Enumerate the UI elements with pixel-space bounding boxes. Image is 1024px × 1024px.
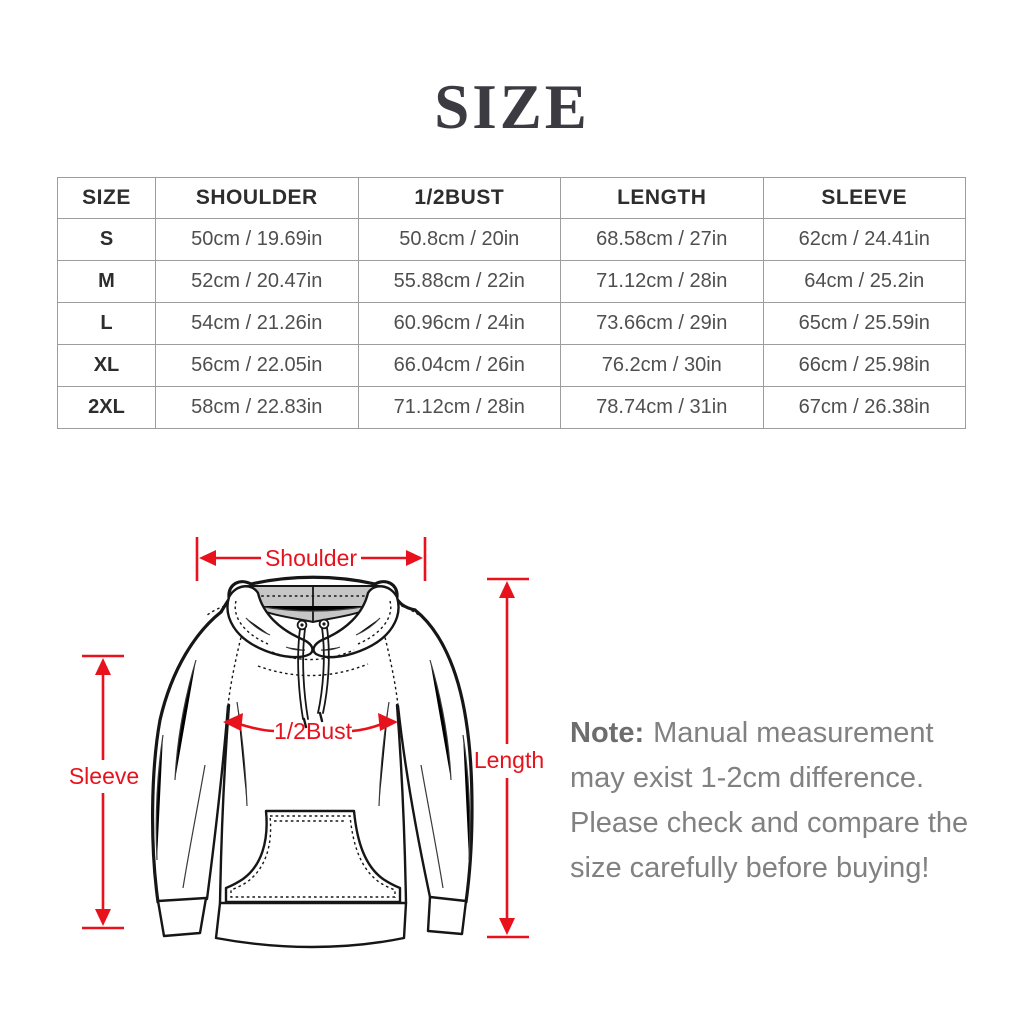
bust-label: 1/2Bust bbox=[274, 718, 352, 744]
header-bust: 1/2BUST bbox=[358, 178, 561, 219]
header-shoulder: SHOULDER bbox=[156, 178, 359, 219]
table-row bbox=[58, 345, 966, 387]
cell-length: 78.74cm / 31in bbox=[561, 387, 764, 429]
right-cuff bbox=[428, 897, 466, 934]
cell-bust: 60.96cm / 24in bbox=[358, 303, 561, 345]
bust-arrow bbox=[223, 713, 398, 744]
sleeve-label: Sleeve bbox=[68, 763, 140, 789]
cell-shoulder: 52cm / 20.47in bbox=[156, 261, 359, 303]
kangaroo-pocket bbox=[226, 811, 400, 902]
measurement-note bbox=[570, 711, 976, 891]
cell-size: M bbox=[58, 261, 156, 303]
hem-band bbox=[216, 903, 406, 947]
drawstrings bbox=[298, 628, 329, 727]
shoulder-label: Shoulder bbox=[264, 545, 358, 571]
hood bbox=[228, 577, 399, 675]
header-length: LENGTH bbox=[561, 178, 764, 219]
cell-sleeve: 66cm / 25.98in bbox=[763, 345, 966, 387]
table-row bbox=[58, 303, 966, 345]
size-table bbox=[57, 177, 966, 429]
cell-size: L bbox=[58, 303, 156, 345]
header-row bbox=[58, 178, 966, 219]
cell-sleeve: 62cm / 24.41in bbox=[763, 219, 966, 261]
sleeve-arrow bbox=[69, 656, 139, 928]
shoulder-arrow bbox=[197, 537, 425, 581]
cell-bust: 55.88cm / 22in bbox=[358, 261, 561, 303]
cell-size: 2XL bbox=[58, 387, 156, 429]
length-arrow bbox=[474, 579, 544, 937]
left-cuff bbox=[158, 898, 206, 936]
table-row bbox=[58, 219, 966, 261]
cell-sleeve: 67cm / 26.38in bbox=[763, 387, 966, 429]
cell-shoulder: 56cm / 22.05in bbox=[156, 345, 359, 387]
cell-shoulder: 58cm / 22.83in bbox=[156, 387, 359, 429]
cell-bust: 50.8cm / 20in bbox=[358, 219, 561, 261]
cell-size: S bbox=[58, 219, 156, 261]
cell-length: 76.2cm / 30in bbox=[561, 345, 764, 387]
hoodie-measurement-diagram bbox=[50, 522, 570, 962]
note-text: Manual measurement may exist 1-2cm difference. Please check and compare the size carefully before buying! bbox=[570, 717, 969, 884]
table-row bbox=[58, 261, 966, 303]
cell-shoulder: 50cm / 19.69in bbox=[156, 219, 359, 261]
cell-length: 73.66cm / 29in bbox=[561, 303, 764, 345]
length-label: Length bbox=[473, 747, 545, 773]
cell-shoulder: 54cm / 21.26in bbox=[156, 303, 359, 345]
header-sleeve: SLEEVE bbox=[763, 178, 966, 219]
note-label: Note: bbox=[570, 717, 645, 749]
cell-bust: 66.04cm / 26in bbox=[358, 345, 561, 387]
cell-sleeve: 65cm / 25.59in bbox=[763, 303, 966, 345]
size-table-header bbox=[58, 178, 966, 219]
page-title: SIZE bbox=[434, 72, 590, 142]
cell-sleeve: 64cm / 25.2in bbox=[763, 261, 966, 303]
cell-size: XL bbox=[58, 345, 156, 387]
cell-bust: 71.12cm / 28in bbox=[358, 387, 561, 429]
cell-length: 68.58cm / 27in bbox=[561, 219, 764, 261]
table-row bbox=[58, 387, 966, 429]
header-size: SIZE bbox=[58, 178, 156, 219]
cell-length: 71.12cm / 28in bbox=[561, 261, 764, 303]
hoodie-drawing bbox=[153, 577, 472, 947]
